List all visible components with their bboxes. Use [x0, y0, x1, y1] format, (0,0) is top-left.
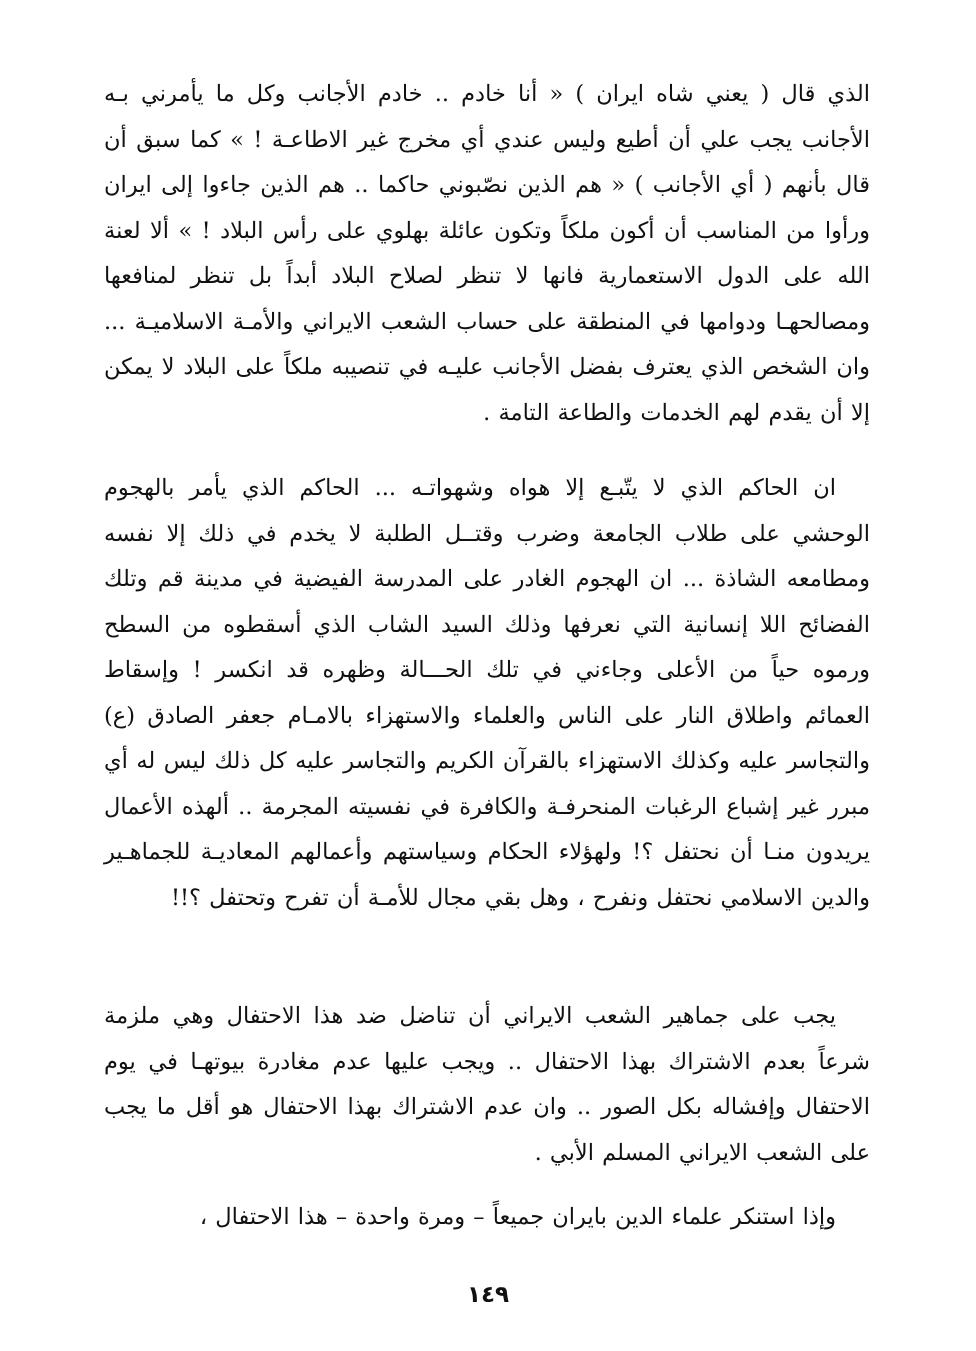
paragraph-4 — [104, 1195, 870, 1241]
paragraph-2-text: ان الحاكم الذي لا يتّبـع إلا هواه وشهواتـه ... الحاكم الذي يأمر بالهجوم الوحشي على طلاب الجامعة وضرب وقتــل الطلبة لا يخدم في ذلك إلا نفسه ومطامعه الشاذة ... ان الهجوم الغادر على المدرسة الفيضية في مدينة قم وتلك الفضائح اللا إنسانية التي نعرفها وذلك السيد الشاب الذي أسقطوه من السطح ورموه حياً من الأعلى وجاءني في تلك الحـــالة وظهره قد انكسر ! وإسقاط العمائم واطلاق النار على الناس والعلماء والاستهزاء بالامـام جعفر الصادق (ع) والتجاسر عليه وكذلك الاستهزاء بالقرآن الكريم والتجاسر عليه كل ذلك ليس له أي مبرر غير إشباع الرغبات المنحرفـة والكافرة في نفسيته المجرمة .. ألهذه الأعمال يريدون منـا أن نحتفل ؟! ولهؤلاء الحكام وسياستهم وأعمالهم المعاديـة للجماهـير والدين الاسلامي نحتفل ونفرح ، وهل بقي مجال للأمـة أن تفرح وتحتفل ؟!! — [104, 475, 870, 911]
paragraph-1 — [104, 72, 870, 436]
paragraph-2 — [104, 466, 870, 921]
paragraph-4-text: وإذا استنكر علماء الدين بايران جميعاً – ومرة واحدة – هذا الاحتفال ، — [199, 1204, 836, 1230]
paragraph-3 — [104, 994, 870, 1176]
page-number: ١٤٩ — [466, 1282, 510, 1308]
paragraph-1-text: الذي قال ( يعني شاه ايران ) « أنا خادم .. خادم الأجانب وكل ما يأمرني بـه الأجانب يجب علي أن أطيع وليس عندي أي مخرج غير الاطاعـة ! » كما سبق أن قال بأنهم ( أي الأجانب ) « هم الذين نصّبوني حاكما .. هم الذين جاءوا إلى ايران ورأوا من المناسب أن أكون ملكاً وتكون عائلة بهلوي على رأس البلاد ! » ألا لعنة الله على الدول الاستعمارية فانها لا تنظر لصلاح البلاد أبداً بل تنظر لمنافعها ومصالحهـا ودوامها في المنطقة على حساب الشعب الايراني والأمـة الاسلاميـة ... وان الشخص الذي يعترف بفضل الأجانب عليـه في تنصيبه ملكاً على البلاد لا يمكن إلا أن يقدم لهم الخدمات والطاعة التامة . — [104, 81, 870, 426]
paragraph-3-text: يجب على جماهير الشعب الايراني أن تناضل ضد هذا الاحتفال وهي ملزمة شرعاً بعدم الاشتراك بهذا الاحتفال .. ويجب عليها عدم مغادرة بيوتهـا في يوم الاحتفال وإفشاله بكل الصور .. وان عدم الاشتراك بهذا الاحتفال هو أقل ما يجب على الشعب الايراني المسلم الأبي . — [104, 1003, 870, 1166]
